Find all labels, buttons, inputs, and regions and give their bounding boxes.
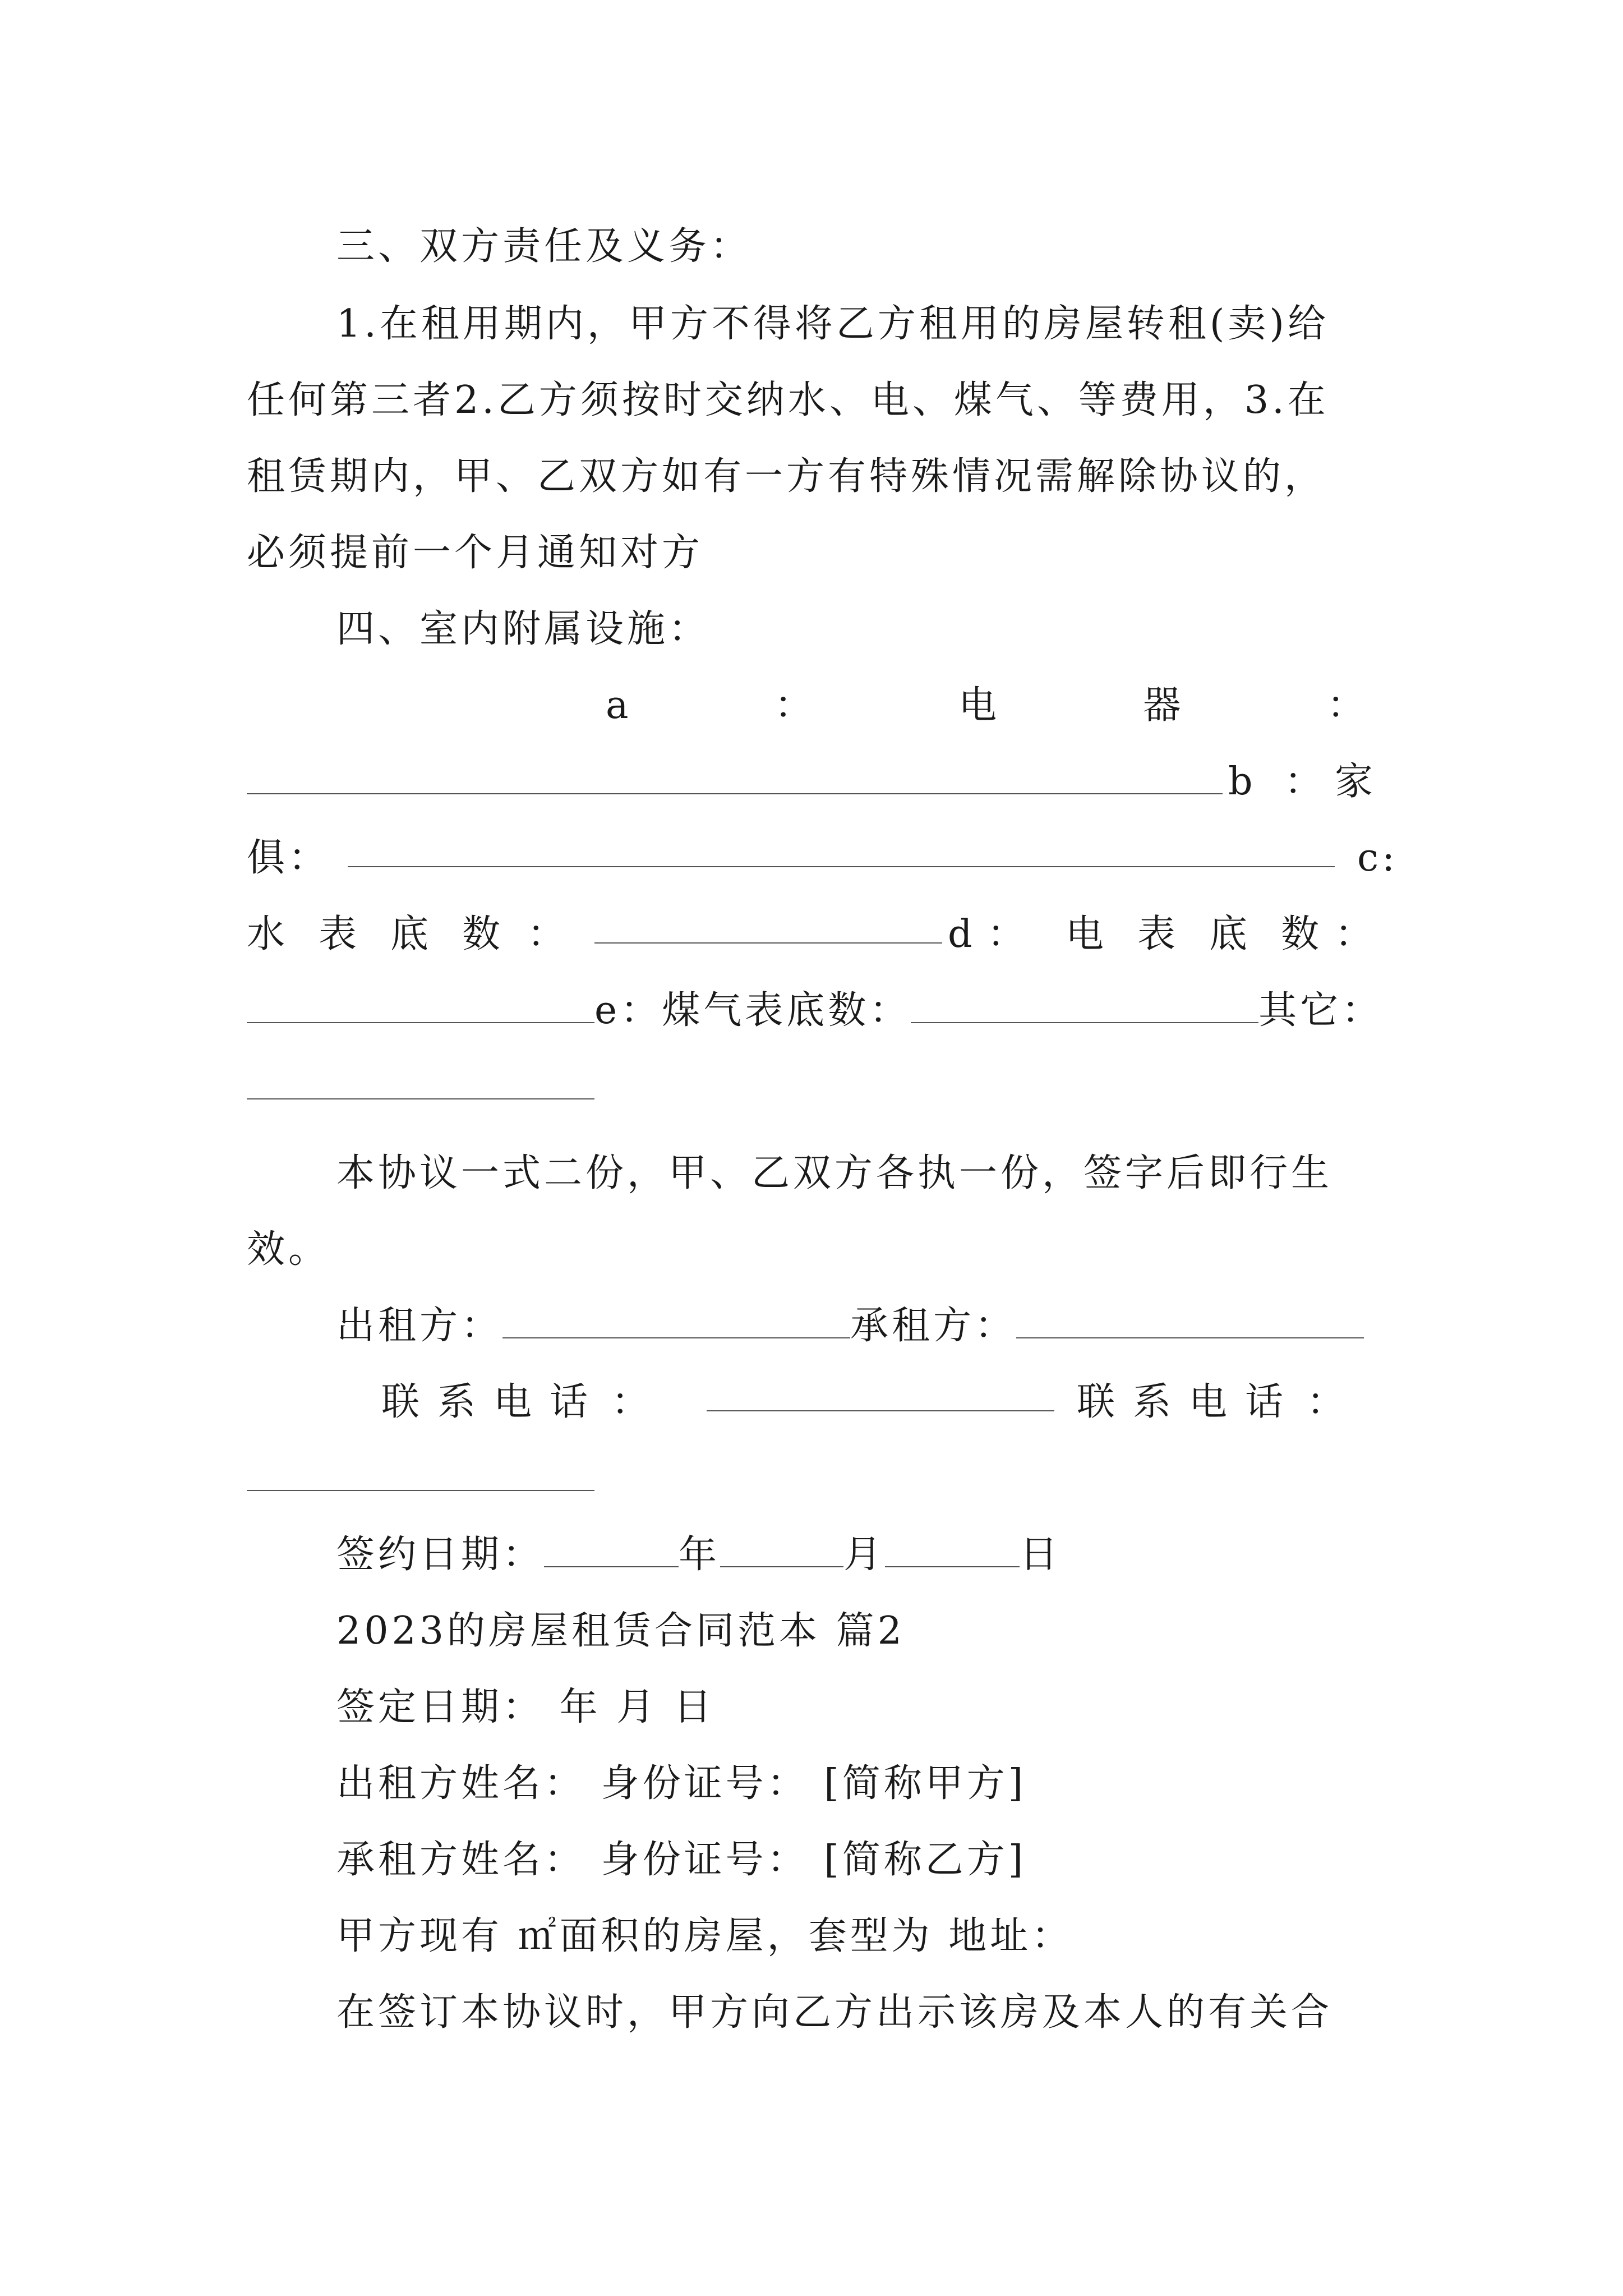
facility-furniture-colon: ： [288,836,330,880]
template-title: 2023的房屋租赁合同范本 篇2 [336,1609,905,1653]
section3-line-1: 1.在租用期内，甲方不得将乙方租用的房屋转租(卖)给 [336,302,1329,346]
facility-furniture-row [247,755,1380,809]
electric-meter-char-2: 表 [1137,912,1179,956]
other-blank[interactable] [247,1064,594,1099]
water-meter-colon: ： [527,912,569,956]
phone-row [247,1375,1380,1429]
lessee-phone-blank[interactable] [247,1455,594,1491]
facility-c-label: c: [1357,836,1398,880]
copies-line-2: 效。 [247,1227,330,1272]
facility-a-colon: ： [774,683,816,728]
electric-meter-char-4: 数 [1281,912,1323,956]
facility-furniture-char-2: 俱 [247,836,289,880]
water-meter-char-1: 水 [247,912,289,956]
lessee-phone-row [247,1452,1380,1506]
facility-e-label: e：煤气表底数： [594,988,911,1033]
signing-year-label: 年 [679,1533,721,1577]
facility-a-label: a [606,683,632,728]
section3-line-2: 任何第三者2.乙方须按时交纳水、电、煤气、等费用，3.在 [247,378,1329,422]
parties-row [336,1299,1380,1353]
other-blank-row [247,1060,1380,1114]
gas-meter-row [247,984,1384,1038]
facility-electrical-colon: ： [1326,683,1368,728]
water-meter-blank[interactable] [594,908,942,944]
signing-year-blank[interactable] [544,1531,679,1567]
facility-other-label: 其它： [1258,988,1384,1033]
electric-meter-char-3: 底 [1209,912,1251,956]
facility-water-row [247,831,1398,885]
section4-heading: 四、室内附属设施： [336,607,711,651]
lessee-label: 承租方： [850,1304,1017,1348]
lessor-name-line: 出租方姓名： 身份证号： [简称甲方] [336,1761,1027,1806]
phone-label-1-char-1: 联 [381,1380,423,1424]
phone-label-1-char-4: 话 [550,1380,592,1424]
phone-label-1-colon: ： [611,1380,653,1424]
facility-furniture-char-1: 家 [1335,760,1377,804]
agreement-start-line: 在签订本协议时，甲方向乙方出示该房及本人的有关合 [336,1990,1333,2035]
phone-label-2-colon: ： [1307,1380,1349,1424]
lessee-blank[interactable] [1016,1303,1364,1338]
facility-electrical-char-1: 电 [958,683,1000,728]
water-meter-char-2: 表 [319,912,361,956]
gas-meter-blank[interactable] [911,987,1258,1023]
phone-label-2-char-1: 联 [1077,1380,1119,1424]
signing-day-label: 日 [1020,1533,1062,1577]
phone-label-1-char-2: 系 [437,1380,479,1424]
furniture-blank[interactable] [348,831,1335,867]
phone-label-2-char-2: 系 [1133,1380,1175,1424]
lessor-label: 出租方： [336,1304,503,1348]
electric-meter-blank[interactable] [247,987,594,1023]
facility-d-label: d [948,912,976,956]
facility-electrical-row [606,679,1368,733]
electric-meter-char-1: 电 [1066,912,1108,956]
facility-electrical-char-2: 器 [1142,683,1184,728]
electric-meter-colon: ： [1335,912,1377,956]
water-meter-char-4: 数 [462,912,504,956]
section3-line-4: 必须提前一个月通知对方 [247,531,704,575]
lessor-phone-blank[interactable] [707,1375,1054,1411]
water-meter-char-3: 底 [390,912,432,956]
section3-heading: 三、双方责任及义务： [336,224,752,269]
house-info-line: 甲方现有 ㎡面积的房屋，套型为 地址： [336,1914,1073,1958]
lessor-blank[interactable] [502,1303,850,1338]
signing-date-label: 签约日期： [336,1533,545,1577]
lessee-name-line: 承租方姓名： 身份证号： [简称乙方] [336,1838,1027,1882]
copies-line-1: 本协议一式二份，甲、乙双方各执一份，签字后即行生 [336,1151,1333,1195]
signing-day-blank[interactable] [885,1531,1020,1567]
signing-month-label: 月 [843,1533,886,1577]
phone-label-2-char-4: 话 [1245,1380,1287,1424]
phone-label-1-char-3: 电 [494,1380,536,1424]
signing-date-row [336,1528,1380,1582]
electrical-blank[interactable] [247,758,1223,794]
signing-month-blank[interactable] [720,1531,843,1567]
facility-b-colon: ： [1284,760,1326,804]
meter-readings-row [247,908,1380,961]
sign-date-2: 签定日期： 年 月 日 [336,1685,715,1729]
facility-d-colon: ： [987,912,1029,956]
facility-b-label: b [1228,760,1256,804]
section3-line-3: 租赁期内，甲、乙双方如有一方有特殊情况需解除协议的， [247,454,1326,499]
phone-label-2-char-3: 电 [1189,1380,1231,1424]
